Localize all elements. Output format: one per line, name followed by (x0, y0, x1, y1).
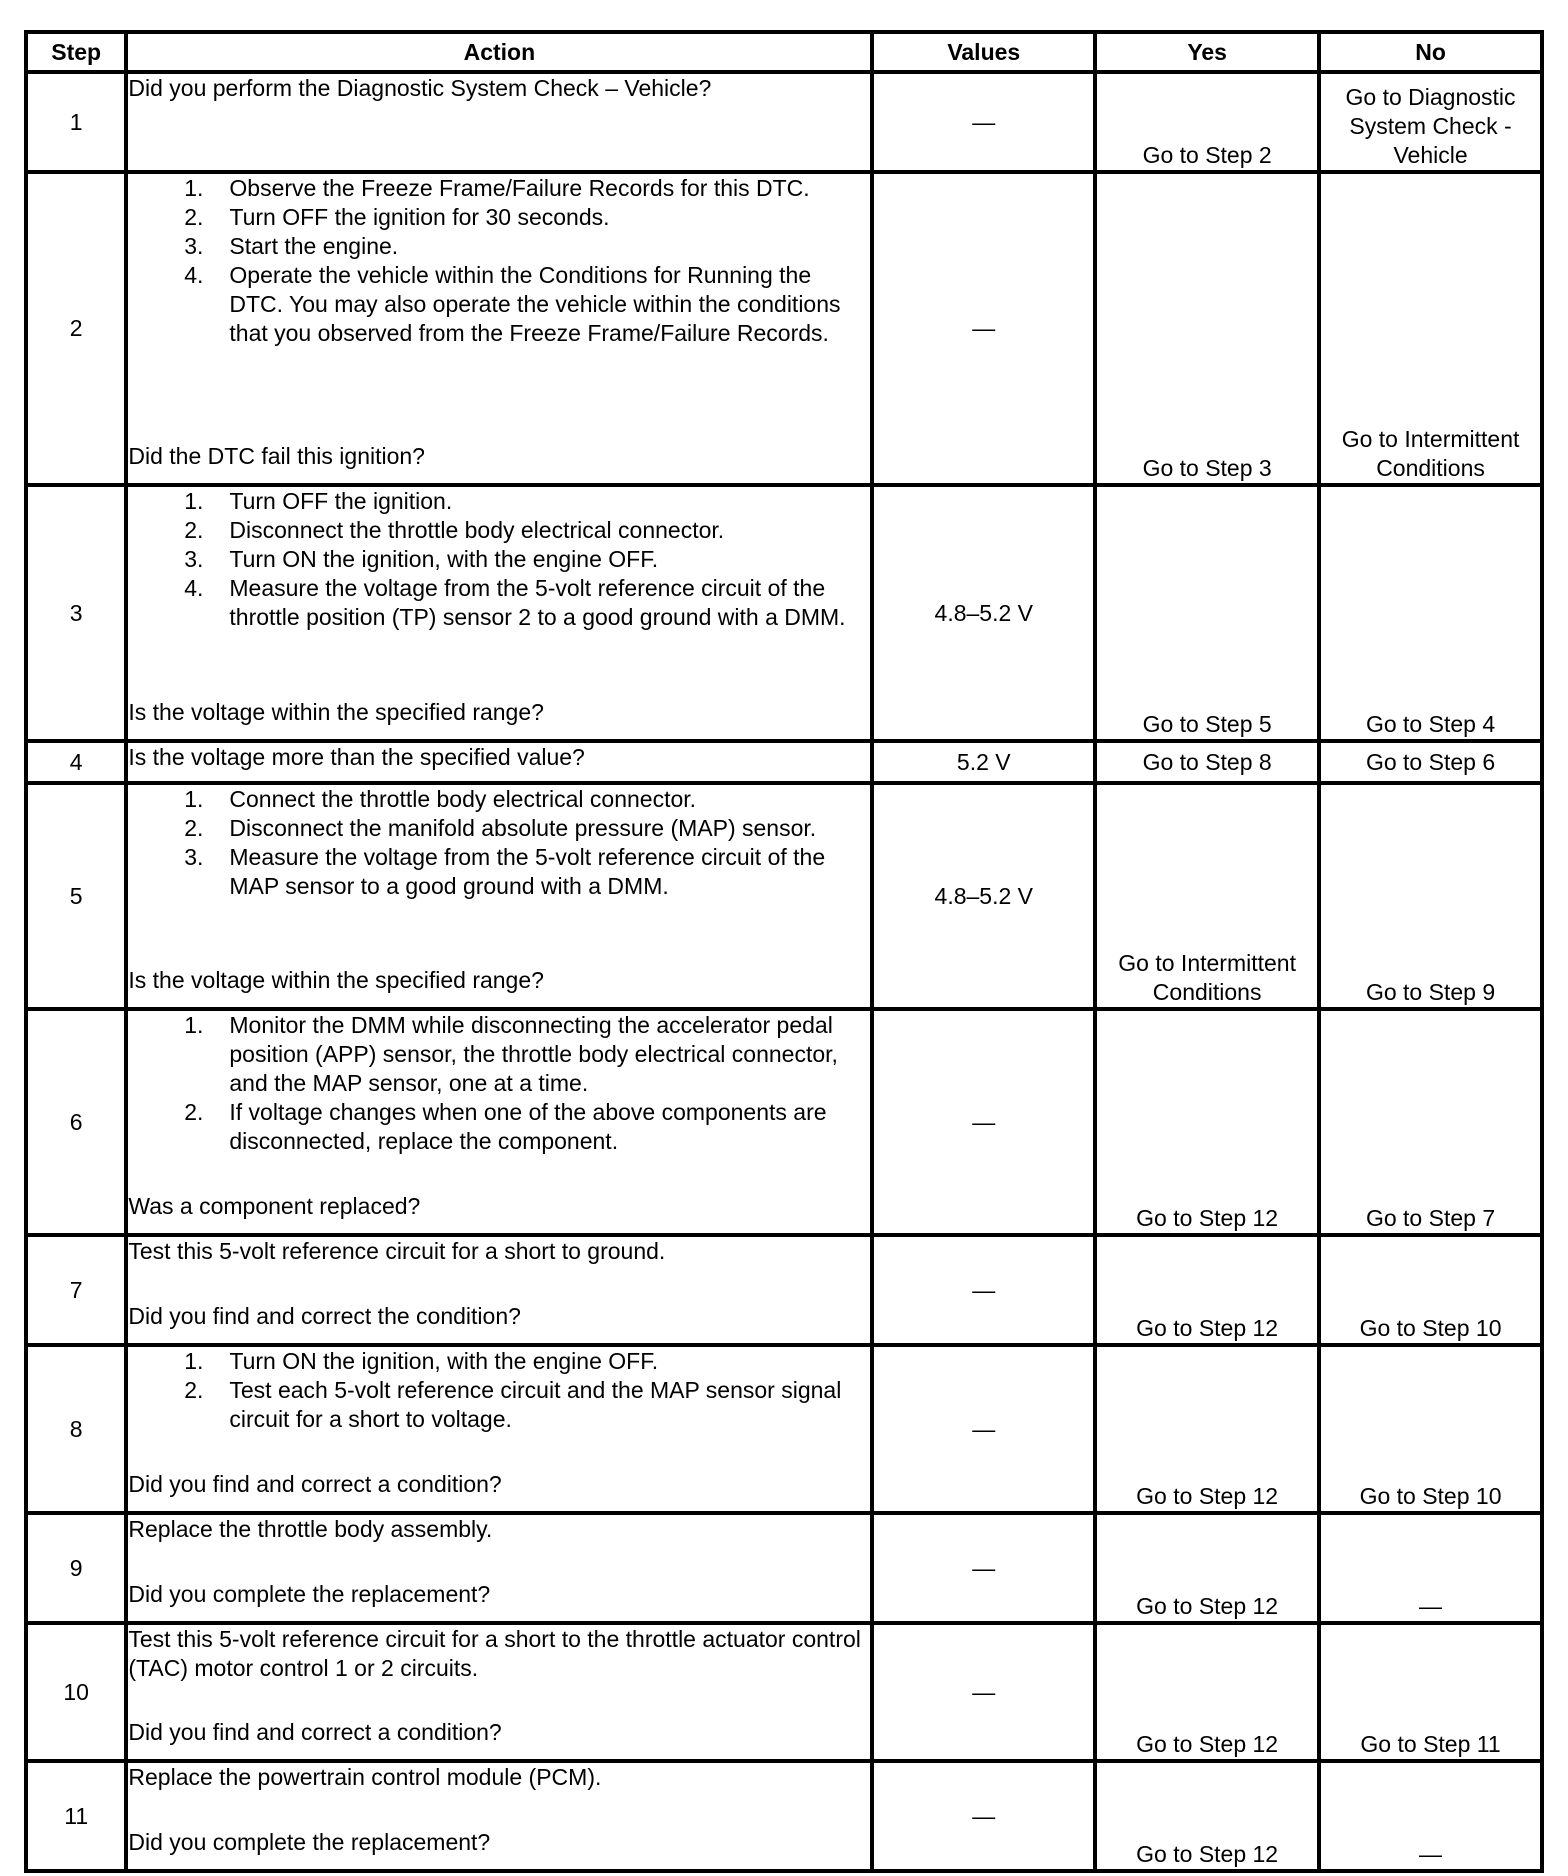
action-step-number: 2. (184, 815, 204, 841)
step-number: 8 (26, 1345, 126, 1513)
step-number: 4 (26, 741, 126, 783)
action-step-text: If voltage changes when one of the above components are disconnected, replace the component. (229, 1099, 827, 1154)
action-step-item (128, 261, 870, 348)
action-step-number: 1. (184, 175, 204, 201)
header-step: Step (26, 32, 126, 72)
no-action: Go to Diagnostic System Check - Vehicle (1319, 72, 1542, 172)
header-yes: Yes (1095, 32, 1319, 72)
step-number: 11 (26, 1761, 126, 1871)
no-action: Go to Step 6 (1319, 741, 1542, 783)
action-step-text: Turn OFF the ignition. (229, 488, 453, 514)
action-cell (126, 1761, 872, 1871)
action-step-item (128, 545, 870, 574)
spec-value: — (872, 72, 1095, 172)
action-step-number: 4. (184, 262, 204, 288)
table-row (26, 783, 1542, 1009)
step-number: 6 (26, 1009, 126, 1235)
action-step-text: Measure the voltage from the 5-volt reference circuit of the throttle position (TP) sensor 2 to a good ground with a DMM. (229, 575, 846, 630)
action-question: Did you complete the replacement? (128, 1829, 491, 1855)
action-cell (126, 72, 872, 172)
action-step-number: 1. (184, 1348, 204, 1374)
action-step-number: 2. (184, 204, 204, 230)
spec-value: 5.2 V (872, 741, 1095, 783)
action-step-text: Measure the voltage from the 5-volt reference circuit of the MAP sensor to a good ground with a DMM. (229, 844, 826, 899)
action-step-text: Disconnect the manifold absolute pressure (MAP) sensor. (229, 815, 817, 841)
action-cell (126, 172, 872, 485)
no-action: — (1319, 1761, 1542, 1871)
yes-action: Go to Step 12 (1095, 1761, 1319, 1871)
step-number: 3 (26, 485, 126, 741)
yes-action: Go to Intermittent Conditions (1095, 783, 1319, 1009)
action-step-text: Disconnect the throttle body electrical connector. (229, 517, 725, 543)
action-step-item (128, 1098, 870, 1156)
action-step-text: Observe the Freeze Frame/Failure Records for this DTC. (229, 175, 810, 201)
step-number: 1 (26, 72, 126, 172)
action-step-number: 4. (184, 575, 204, 601)
action-step-item (128, 516, 870, 545)
yes-action: Go to Step 12 (1095, 1345, 1319, 1513)
spec-value: — (872, 1623, 1095, 1761)
action-step-text: Test each 5-volt reference circuit and the MAP sensor signal circuit for a short to voltage. (229, 1377, 842, 1432)
action-step-number: 1. (184, 488, 204, 514)
action-step-number: 1. (184, 786, 204, 812)
action-cell (126, 485, 872, 741)
table-row (26, 1235, 1542, 1345)
header-no: No (1319, 32, 1542, 72)
action-step-text: Operate the vehicle within the Conditions for Running the DTC. You may also operate the vehicle within the conditions that you observed from the Freeze Frame/Failure Records. (229, 262, 841, 346)
action-step-item (128, 1376, 870, 1434)
no-action: Go to Step 10 (1319, 1235, 1542, 1345)
spec-value: — (872, 1009, 1095, 1235)
table-row (26, 1345, 1542, 1513)
no-action: — (1319, 1513, 1542, 1623)
action-question: Did you perform the Diagnostic System Check – Vehicle? (128, 75, 712, 101)
action-step-number: 1. (184, 1012, 204, 1038)
table-row (26, 172, 1542, 485)
action-step-number: 3. (184, 844, 204, 870)
action-step-item (128, 574, 870, 632)
action-steps-list (128, 1011, 870, 1156)
action-step-item (128, 1347, 870, 1376)
action-question: Did you find and correct the condition? (128, 1303, 521, 1329)
no-action: Go to Step 11 (1319, 1623, 1542, 1761)
action-step-item (128, 785, 870, 814)
spec-value: — (872, 172, 1095, 485)
action-step-text: Turn ON the ignition, with the engine OFF. (229, 546, 659, 572)
action-cell (126, 1009, 872, 1235)
spec-value: — (872, 1761, 1095, 1871)
table-row (26, 1009, 1542, 1235)
yes-action: Go to Step 2 (1095, 72, 1319, 172)
action-intro: Replace the powertrain control module (PCM). (128, 1764, 602, 1790)
action-cell (126, 1513, 872, 1623)
spec-value: — (872, 1235, 1095, 1345)
table-row (26, 741, 1542, 783)
action-steps-list (128, 487, 870, 632)
action-cell (126, 1345, 872, 1513)
no-action: Go to Intermittent Conditions (1319, 172, 1542, 485)
action-step-number: 3. (184, 546, 204, 572)
action-step-item (128, 174, 870, 203)
action-cell (126, 741, 872, 783)
action-intro: Test this 5-volt reference circuit for a short to ground. (128, 1238, 666, 1264)
action-step-text: Turn OFF the ignition for 30 seconds. (229, 204, 610, 230)
table-row (26, 485, 1542, 741)
diagnostic-table (24, 30, 1544, 1873)
spec-value: — (872, 1513, 1095, 1623)
action-question: Did you find and correct a condition? (128, 1471, 502, 1497)
action-intro: Test this 5-volt reference circuit for a short to the throttle actuator control (TAC) motor control 1 or 2 circuits. (128, 1626, 861, 1681)
yes-action: Go to Step 12 (1095, 1009, 1319, 1235)
action-step-item (128, 843, 870, 901)
table-body (26, 72, 1542, 1871)
action-step-text: Start the engine. (229, 233, 399, 259)
action-question: Was a component replaced? (128, 1193, 421, 1219)
step-number: 9 (26, 1513, 126, 1623)
action-cell (126, 1235, 872, 1345)
yes-action: Go to Step 12 (1095, 1623, 1319, 1761)
table-row (26, 72, 1542, 172)
action-steps-list (128, 1347, 870, 1434)
yes-action: Go to Step 8 (1095, 741, 1319, 783)
action-intro: Replace the throttle body assembly. (128, 1516, 493, 1542)
action-question: Is the voltage more than the specified value? (128, 744, 585, 770)
no-action: Go to Step 7 (1319, 1009, 1542, 1235)
yes-action: Go to Step 12 (1095, 1513, 1319, 1623)
spec-value: — (872, 1345, 1095, 1513)
no-action: Go to Step 10 (1319, 1345, 1542, 1513)
step-number: 10 (26, 1623, 126, 1761)
action-step-item (128, 487, 870, 516)
action-cell (126, 783, 872, 1009)
action-step-item (128, 1011, 870, 1098)
action-step-item (128, 232, 870, 261)
yes-action: Go to Step 3 (1095, 172, 1319, 485)
header-action: Action (126, 32, 872, 72)
action-step-number: 2. (184, 1377, 204, 1403)
table-header-row (26, 32, 1542, 72)
action-step-text: Monitor the DMM while disconnecting the accelerator pedal position (APP) sensor, the throttle body electrical connector, and the MAP sensor, one at a time. (229, 1012, 838, 1096)
action-question: Is the voltage within the specified range? (128, 967, 544, 993)
action-step-text: Turn ON the ignition, with the engine OFF. (229, 1348, 659, 1374)
action-step-item (128, 203, 870, 232)
action-steps-list (128, 174, 870, 348)
spec-value: 4.8–5.2 V (872, 783, 1095, 1009)
action-question: Did the DTC fail this ignition? (128, 443, 425, 469)
step-number: 2 (26, 172, 126, 485)
action-step-number: 2. (184, 1099, 204, 1125)
action-step-item (128, 814, 870, 843)
step-number: 7 (26, 1235, 126, 1345)
step-number: 5 (26, 783, 126, 1009)
yes-action: Go to Step 5 (1095, 485, 1319, 741)
action-question: Did you complete the replacement? (128, 1581, 491, 1607)
table-row (26, 1761, 1542, 1871)
action-step-number: 3. (184, 233, 204, 259)
action-cell (126, 1623, 872, 1761)
action-question: Is the voltage within the specified range? (128, 699, 544, 725)
header-values: Values (872, 32, 1095, 72)
action-question: Did you find and correct a condition? (128, 1719, 502, 1745)
no-action: Go to Step 4 (1319, 485, 1542, 741)
yes-action: Go to Step 12 (1095, 1235, 1319, 1345)
table-row (26, 1623, 1542, 1761)
action-step-number: 2. (184, 517, 204, 543)
action-steps-list (128, 785, 870, 901)
spec-value: 4.8–5.2 V (872, 485, 1095, 741)
action-step-text: Connect the throttle body electrical connector. (229, 786, 697, 812)
no-action: Go to Step 9 (1319, 783, 1542, 1009)
table-row (26, 1513, 1542, 1623)
